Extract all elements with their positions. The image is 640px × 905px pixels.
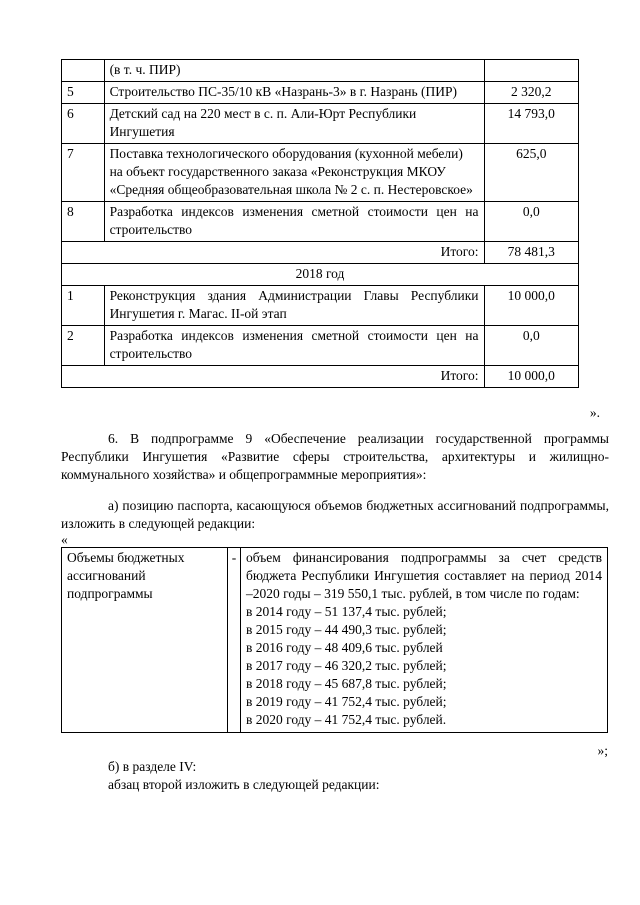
row-number bbox=[62, 60, 105, 82]
row-value: 14 793,0 bbox=[484, 104, 578, 144]
passport-table bbox=[61, 547, 608, 733]
closing-quote: ». bbox=[589, 405, 600, 420]
table-row bbox=[62, 202, 579, 242]
row-value: 0,0 bbox=[484, 326, 578, 366]
table-row bbox=[62, 144, 579, 202]
table-row bbox=[62, 82, 579, 104]
row-name: Строительство ПС-35/10 кВ «Назрань-3» в г. Назрань (ПИР) bbox=[104, 82, 484, 104]
row-value: 2 320,2 bbox=[484, 82, 578, 104]
year-line: в 2015 году – 44 490,3 тыс. рублей; bbox=[246, 622, 447, 637]
row-value: 10 000,0 bbox=[484, 286, 578, 326]
year-line: в 2018 году – 45 687,8 тыс. рублей; bbox=[246, 676, 447, 691]
row-number: 6 bbox=[62, 104, 105, 144]
row-name: Поставка технологического оборудования (кухонной мебели) на объект государственного заказа «Реконструкция МКОУ «Средняя общеобразовательная школа № 2 с. п. Нестеровское» bbox=[104, 144, 484, 202]
row-name: (в т. ч. ПИР) bbox=[104, 60, 484, 82]
row-value: 0,0 bbox=[484, 202, 578, 242]
row-name: Разработка индексов изменения сметной стоимости цен на строительство bbox=[104, 202, 484, 242]
row-number: 1 bbox=[62, 286, 105, 326]
paragraph-b: б) в разделе IV: bbox=[108, 759, 197, 774]
closing-quote-2: »; bbox=[597, 743, 608, 758]
passport-content bbox=[241, 548, 608, 733]
row-number: 8 bbox=[62, 202, 105, 242]
passport-intro: объем финансирования подпрограммы за счет средств бюджета Республики Ингушетия составляет на период 2014 –2020 годы – 319 550,1 тыс. рублей, в том числе по годам: bbox=[246, 550, 602, 601]
total-label: Итого: bbox=[62, 366, 485, 388]
table-row bbox=[62, 286, 579, 326]
total-row bbox=[62, 366, 579, 388]
year-line: в 2014 году – 51 137,4 тыс. рублей; bbox=[246, 604, 447, 619]
total-row bbox=[62, 242, 579, 264]
year-line: в 2017 году – 46 320,2 тыс. рублей; bbox=[246, 658, 447, 673]
row-name: Детский сад на 220 мест в с. п. Али-Юрт Республики Ингушетия bbox=[104, 104, 484, 144]
row-number: 7 bbox=[62, 144, 105, 202]
table-row bbox=[62, 60, 579, 82]
paragraph-b2: абзац второй изложить в следующей редакции: bbox=[108, 777, 380, 792]
funding-table bbox=[61, 59, 579, 388]
total-label: Итого: bbox=[62, 242, 485, 264]
year-header-row bbox=[62, 264, 579, 286]
row-value bbox=[484, 60, 578, 82]
passport-label: Объемы бюджетных ассигнований подпрограммы bbox=[62, 548, 228, 733]
table-row bbox=[62, 326, 579, 366]
year-line: в 2020 году – 41 752,4 тыс. рублей. bbox=[246, 712, 447, 727]
row-name: Разработка индексов изменения сметной стоимости цен на строительство bbox=[104, 326, 484, 366]
total-value: 10 000,0 bbox=[484, 366, 578, 388]
table-row bbox=[62, 548, 608, 733]
opening-quote: « bbox=[61, 532, 68, 547]
paragraph-6: 6. В подпрограмме 9 «Обеспечение реализации государственной программы Республики Ингушетия «Развитие сферы строительства, архитектуры и жилищно-коммунального хозяйства» и общепрограммные мероприятия»: bbox=[61, 431, 609, 482]
paragraph-a: а) позицию паспорта, касающуюся объемов бюджетных ассигнований подпрограммы, изложить в следующей редакции: bbox=[61, 498, 609, 531]
total-value: 78 481,3 bbox=[484, 242, 578, 264]
year-header: 2018 год bbox=[62, 264, 579, 286]
passport-dash: - bbox=[228, 548, 241, 733]
table-row bbox=[62, 104, 579, 144]
year-line: в 2019 году – 41 752,4 тыс. рублей; bbox=[246, 694, 447, 709]
row-name: Реконструкция здания Администрации Главы Республики Ингушетия г. Магас. II-ой этап bbox=[104, 286, 484, 326]
row-number: 2 bbox=[62, 326, 105, 366]
row-number: 5 bbox=[62, 82, 105, 104]
year-line: в 2016 году – 48 409,6 тыс. рублей bbox=[246, 640, 443, 655]
row-value: 625,0 bbox=[484, 144, 578, 202]
